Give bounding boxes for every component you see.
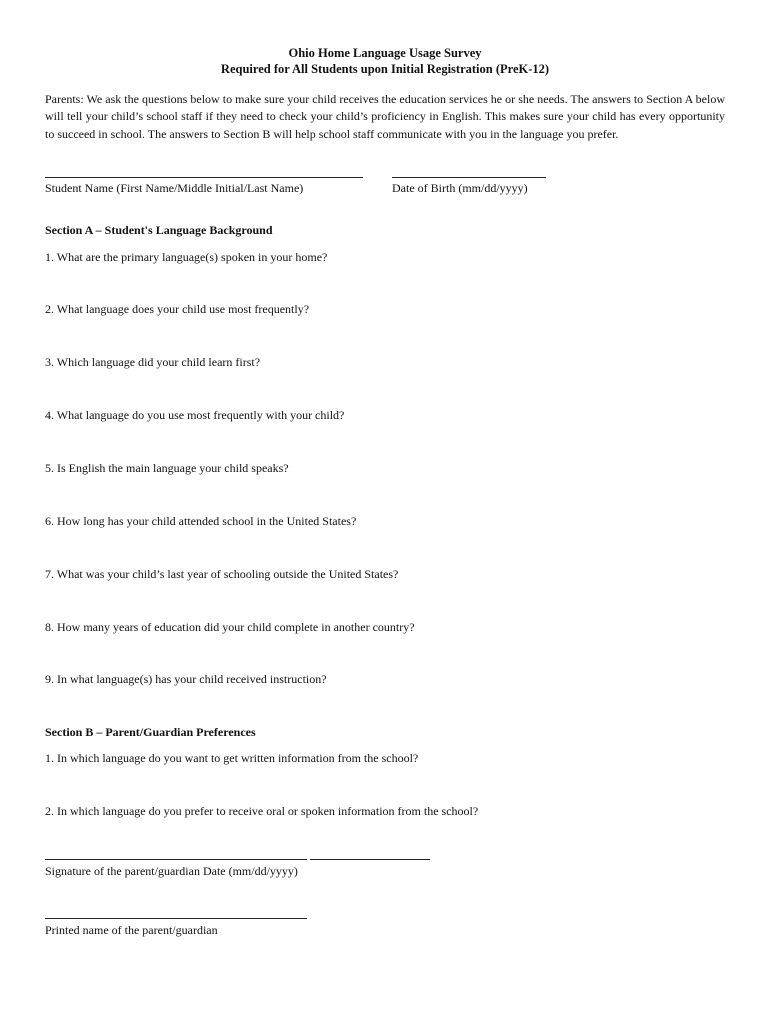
section-a-question: 2. What language does your child use most frequently? [45,302,310,316]
signature-field[interactable] [45,859,307,860]
date-of-birth-field[interactable] [392,177,546,178]
date-of-birth-label: Date of Birth (mm/dd/yyyy) [392,181,528,195]
section-a-question: 6. How long has your child attended school in the United States? [45,514,357,528]
section-b-heading: Section B – Parent/Guardian Preferences [45,725,256,739]
section-a-heading: Section A – Student's Language Background [45,223,273,237]
section-a-question: 9. In what language(s) has your child received instruction? [45,672,327,686]
form-subtitle: Required for All Students upon Initial Registration (PreK-12) [220,62,550,76]
form-title: Ohio Home Language Usage Survey [288,46,482,60]
student-name-label: Student Name (First Name/Middle Initial/Last Name) [45,181,304,195]
section-a-question: 7. What was your child’s last year of schooling outside the United States? [45,567,399,581]
intro-paragraph: Parents: We ask the questions below to make sure your child receives the education services he or she needs. The answers to Section A below will tell your child’s school staff if they need to check your child’s proficiency in English. This makes sure your child has every opportunity to succeed in school. The answers to Section B will help school staff communicate with you in the language you prefer. [45,92,725,141]
section-a-question: 1. What are the primary language(s) spoken in your home? [45,250,328,264]
printed-name-field[interactable] [45,918,307,919]
student-name-field[interactable] [45,177,363,178]
signature-label: Signature of the parent/guardian Date (mm/dd/yyyy) [45,864,298,878]
section-a-question: 5. Is English the main language your child speaks? [45,461,289,475]
printed-name-label: Printed name of the parent/guardian [45,923,218,937]
signature-date-field[interactable] [310,859,430,860]
section-a-question: 8. How many years of education did your child complete in another country? [45,620,415,634]
section-a-question: 4. What language do you use most frequently with your child? [45,408,345,422]
section-b-question: 1. In which language do you want to get written information from the school? [45,751,419,765]
section-a-question: 3. Which language did your child learn first? [45,355,261,369]
section-b-question: 2. In which language do you prefer to receive oral or spoken information from the school? [45,804,479,818]
